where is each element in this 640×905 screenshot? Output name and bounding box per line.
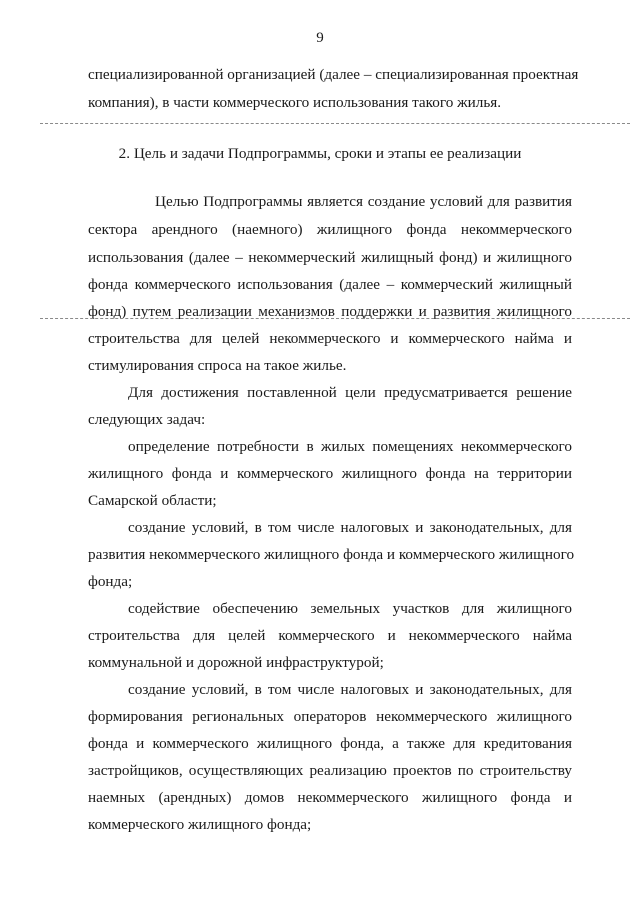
task3-line-1: содействие обеспечению земельных участков для жилищного <box>128 600 572 617</box>
task4-line-3: фонда и коммерческого жилищного фонда, а также для кредитования <box>88 735 572 752</box>
task4-line-6: коммерческого жилищного фонда; <box>88 816 312 833</box>
task4-line-5: наемных (арендных) домов некоммерческого жилищного фонда и <box>88 789 572 806</box>
task1-line-2: жилищного фонда и коммерческого жилищного фонда на территории <box>88 465 572 482</box>
task2-line-1: создание условий, в том числе налоговых и законодательных, для <box>128 519 572 536</box>
goal-line-5: фонд) путем реализации механизмов поддержки и развития жилищного <box>88 303 572 320</box>
task4-line-1: создание условий, в том числе налоговых и законодательных, для <box>128 681 572 698</box>
goal-line-2: сектора арендного (наемного) жилищного фонда некоммерческого <box>88 221 572 238</box>
tasks-intro-line-2: следующих задач: <box>88 411 206 428</box>
goal-line-7: стимулирования спроса на такое жилье. <box>88 357 347 374</box>
task1-line-3: Самарской области; <box>88 492 217 509</box>
task3-line-3: коммунальной и дорожной инфраструктурой; <box>88 654 384 671</box>
task4-line-2: формирования региональных операторов некоммерческого жилищного <box>88 708 572 725</box>
tasks-intro-line-1: Для достижения поставленной цели предусматривается решение <box>128 384 572 401</box>
scan-artifact-line-2 <box>40 318 630 319</box>
goal-line-4: фонда коммерческого использования (далее – коммерческий жилищный <box>88 276 572 293</box>
intro-line-2: компания), в части коммерческого использования такого жилья. <box>88 94 502 111</box>
section-heading: 2. Цель и задачи Подпрограммы, сроки и этапы ее реализации <box>118 145 522 162</box>
task2-line-2: развития некоммерческого жилищного фонда и коммерческого жилищного <box>88 546 575 563</box>
goal-line-1: Целью Подпрограммы является создание условий для развития <box>155 193 572 210</box>
intro-line-1: специализированной организацией (далее – специализированная проектная <box>88 66 579 83</box>
goal-line-3: использования (далее – некоммерческий жилищный фонд) и жилищного <box>88 249 572 266</box>
page-number: 9 <box>316 30 324 46</box>
task2-line-3: фонда; <box>88 573 133 590</box>
goal-line-6: строительства для целей некоммерческого и коммерческого найма и <box>88 330 572 347</box>
task3-line-2: строительства для целей коммерческого и некоммерческого найма <box>88 627 572 644</box>
task4-line-4: застройщиков, осуществляющих реализацию проектов по строительству <box>88 762 572 779</box>
scan-artifact-line <box>40 123 630 124</box>
task1-line-1: определение потребности в жилых помещениях некоммерческого <box>128 438 572 455</box>
